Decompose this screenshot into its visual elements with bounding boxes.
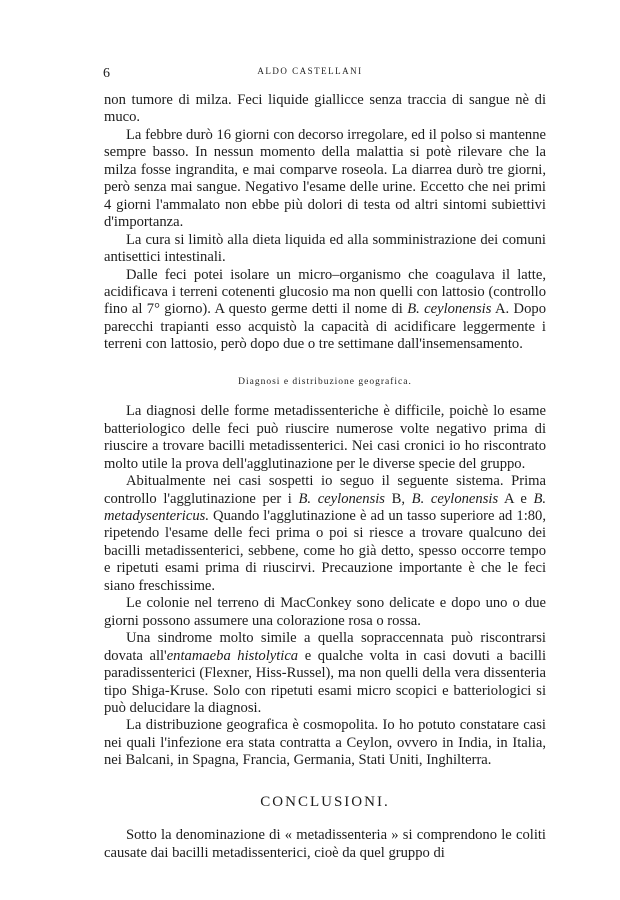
paragraph: La distribuzione geografica è cosmopolita. Io ho potuto constatare casi nei quali l'infezione era stata contratta a Ceylon, ovvero in India, in Italia, nei Balcani, in Spagna, Francia, Germania, Stati Uniti, Inghilterra. [104, 717, 546, 769]
species-name: B. ceylonensis [407, 301, 492, 318]
species-name: entamaeba histolytica [166, 647, 299, 664]
paragraph: Abitualmente nei casi sospetti io seguo il seguente sistema. Prima controllo l'agglutinazione per i B. ceylonensis B, B. ceylonensis A e B. metadysentericus. Quando l'agglutinazione è ad un tasso superiore ad 1:80, ripetendo l'esame delle feci prima o poi si riesce a trovare qualcuno dei bacilli metadissenterici, sebbene, come ho già detto, spesso occorre tempo e ripetuti esami prima di riuscirvi. Precauzione importante è che le feci siano freschissime. [104, 473, 547, 594]
paragraph: Una sindrome molto simile a quella sopraccennata può riscontrarsi dovata all'entamaeba histolytica e qualche volta in casi dovuti a bacilli paradissenterici (Flexner, Hiss-Russel), ma non quelli della vera dissenteria tipo Shiga-Kruse. Solo con ripetuti esami micro scopici e batteriologici si può delucidare la diagnosi. [104, 630, 547, 716]
section-title: CONCLUSIONI. [260, 793, 390, 810]
species-name: B. ceylonensis [411, 490, 499, 507]
body-text [104, 92, 546, 862]
running-head: ALDO CASTELLANI [257, 66, 363, 76]
paragraph: non tumore di milza. Feci liquide giallicce senza traccia di sangue nè di muco. [104, 92, 546, 126]
paragraph: Dalle feci potei isolare un micro–organismo che coagulava il latte, acidificava i terreni cotenenti glucosio ma non quelli con lattosio (controllo fino al 7° giorno). A questo germe detti il nome di B. ceylonensis A. Dopo parecchi trapianti esso acquistò la capacità di acidificare leggermente i terreni con lattosio, però dopo due o tre settimane dall'insemensamento. [104, 266, 546, 353]
paragraph: La cura si limitò alla dieta liquida ed alla somministrazione dei comuni antisettici intestinali. [104, 231, 546, 266]
species-name: B. ceylonensis [298, 490, 385, 507]
subheading: Diagnosi e distribuzione geografica. [238, 376, 412, 387]
paragraph: Sotto la denominazione di « metadissenteria » si comprendono le coliti causate dai bacilli metadissenterici, cioè da quel gruppo di [104, 827, 546, 861]
paragraph: La febbre durò 16 giorni con decorso irregolare, ed il polso si mantenne sempre basso. In nessun momento della malattia si potè rilevare che la milza fosse ingrandita, e mai comparve roseola. La diarrea durò tre giorni, però senza mai sangue. Negativo l'esame delle urine. Eccetto che nei primi 4 giorni l'ammalato non ebbe più dolori di testa od altri sintomi subiettivi d'importanza. [104, 126, 546, 231]
page-number: 6 [103, 66, 110, 81]
species-name: B. metadysentericus. [104, 490, 547, 524]
paragraph: La diagnosi delle forme metadissenteriche è difficile, poichè lo esame batteriologico delle feci può riuscire numerose volte negativo prima di riuscire a trovare bacilli metadissenterici. Nei casi cronici io ho riscontrato molto utile la prova dell'agglutinazione per le diverse specie del gruppo. [104, 403, 546, 472]
paragraph: Le colonie nel terreno di MacConkey sono delicate e dopo uno o due giorni possono assumere una colorazione rosa o rossa. [104, 595, 546, 629]
